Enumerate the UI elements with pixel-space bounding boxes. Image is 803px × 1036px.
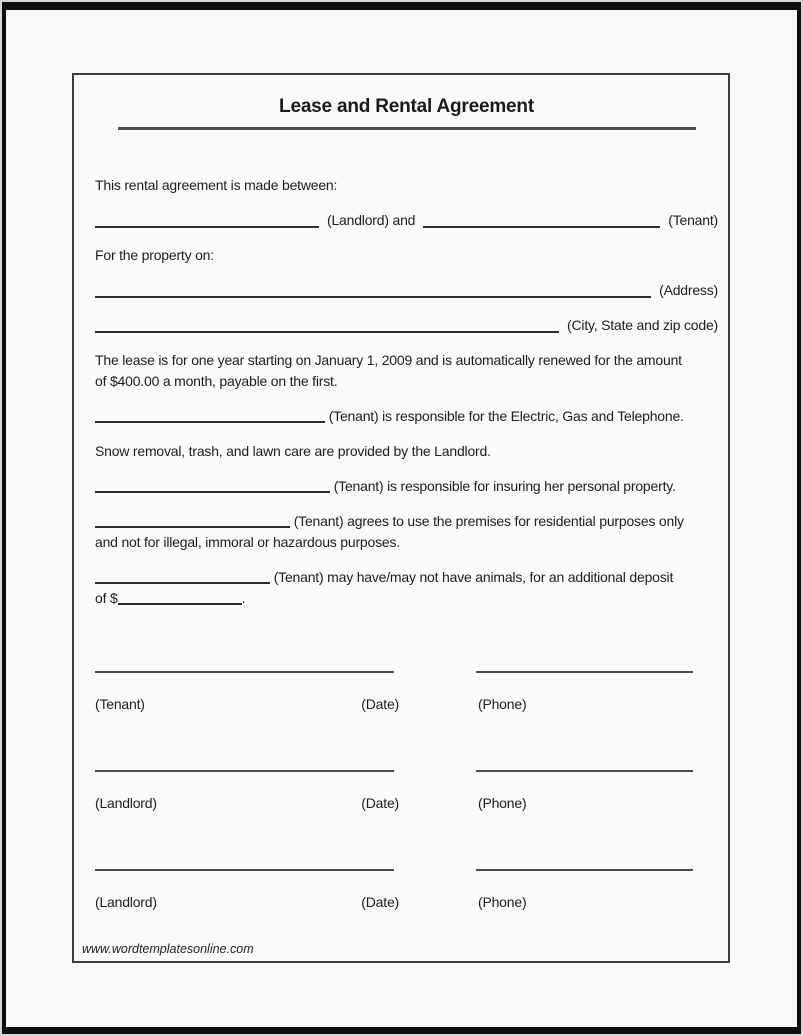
deposit-prefix: of $ [95, 590, 118, 606]
premises-tenant-blank [95, 514, 290, 528]
landlord-party-label: (Landlord) [95, 894, 157, 910]
city-state-zip-row [95, 315, 718, 336]
city-state-zip-blank [95, 331, 559, 333]
insurance-clause: (Tenant) is responsible for insuring her personal property. [333, 478, 676, 494]
signature-lines [95, 770, 718, 772]
signature-section [95, 671, 718, 913]
tenant-signature-line [95, 671, 394, 673]
lease-terms-line2: of $400.00 a month, payable on the first. [95, 373, 338, 389]
landlord-phone-line [476, 869, 693, 871]
utilities-tenant-blank [95, 409, 325, 423]
tenant-date-label: (Date) [361, 696, 399, 712]
landlord-phone-label: (Phone) [478, 795, 527, 811]
signature-lines [95, 671, 718, 673]
tenant-signature-row [95, 671, 718, 715]
tenant-name-blank [423, 226, 660, 228]
document-body [95, 175, 718, 913]
insurance-tenant-blank [95, 479, 330, 493]
landlord-signature-line [95, 869, 394, 871]
animals-tenant-blank [95, 570, 270, 584]
insurance-row [95, 476, 718, 497]
document-title: Lease and Rental Agreement [279, 96, 534, 117]
page-background [2, 2, 801, 1034]
landlord-services-line: Snow removal, trash, and lawn care are provided by the Landlord. [95, 443, 491, 459]
signature-labels [95, 892, 718, 913]
landlord-phone-label: (Phone) [478, 894, 527, 910]
signature-labels [95, 694, 718, 715]
tenant-phone-label: (Phone) [478, 696, 527, 712]
signature-labels [95, 793, 718, 814]
landlord-date-label: (Date) [361, 894, 399, 910]
address-row [95, 280, 718, 301]
city-state-zip-label: (City, State and zip code) [567, 317, 718, 333]
landlord-signature-row-2 [95, 869, 718, 913]
address-blank [95, 296, 651, 298]
landlord-date-label: (Date) [361, 795, 399, 811]
animals-clause-line1: (Tenant) may have/may not have animals, for an additional deposit [273, 569, 674, 585]
intro-line: This rental agreement is made between: [95, 177, 338, 193]
landlord-signature-row-1 [95, 770, 718, 814]
tenant-party-label: (Tenant) [95, 696, 145, 712]
footer-url: www.wordtemplatesonline.com [82, 942, 254, 956]
title-rule [118, 127, 696, 130]
parties-row [95, 210, 718, 231]
tenant-phone-line [476, 671, 693, 673]
landlord-name-blank [95, 226, 319, 228]
premises-use-line1: (Tenant) agrees to use the premises for residential purposes only [293, 513, 684, 529]
landlord-phone-line [476, 770, 693, 772]
tenant-label: (Tenant) [668, 212, 718, 228]
parties-connector-label: (Landlord) and [327, 212, 416, 228]
deposit-amount-blank [118, 591, 242, 605]
lease-agreement-document [72, 73, 730, 963]
deposit-row [95, 588, 718, 609]
lease-terms-line1: The lease is for one year starting on January 1, 2009 and is automatically renewed for the amount [95, 352, 682, 368]
address-label: (Address) [659, 282, 718, 298]
deposit-suffix: . [241, 590, 246, 606]
animals-row [95, 567, 718, 588]
landlord-signature-line [95, 770, 394, 772]
landlord-party-label: (Landlord) [95, 795, 157, 811]
property-intro-line: For the property on: [95, 247, 214, 263]
premises-use-line2: and not for illegal, immoral or hazardous purposes. [95, 534, 400, 550]
signature-lines [95, 869, 718, 871]
utilities-row [95, 406, 718, 427]
utilities-clause: (Tenant) is responsible for the Electric, Gas and Telephone. [328, 408, 684, 424]
premises-use-row [95, 511, 718, 532]
